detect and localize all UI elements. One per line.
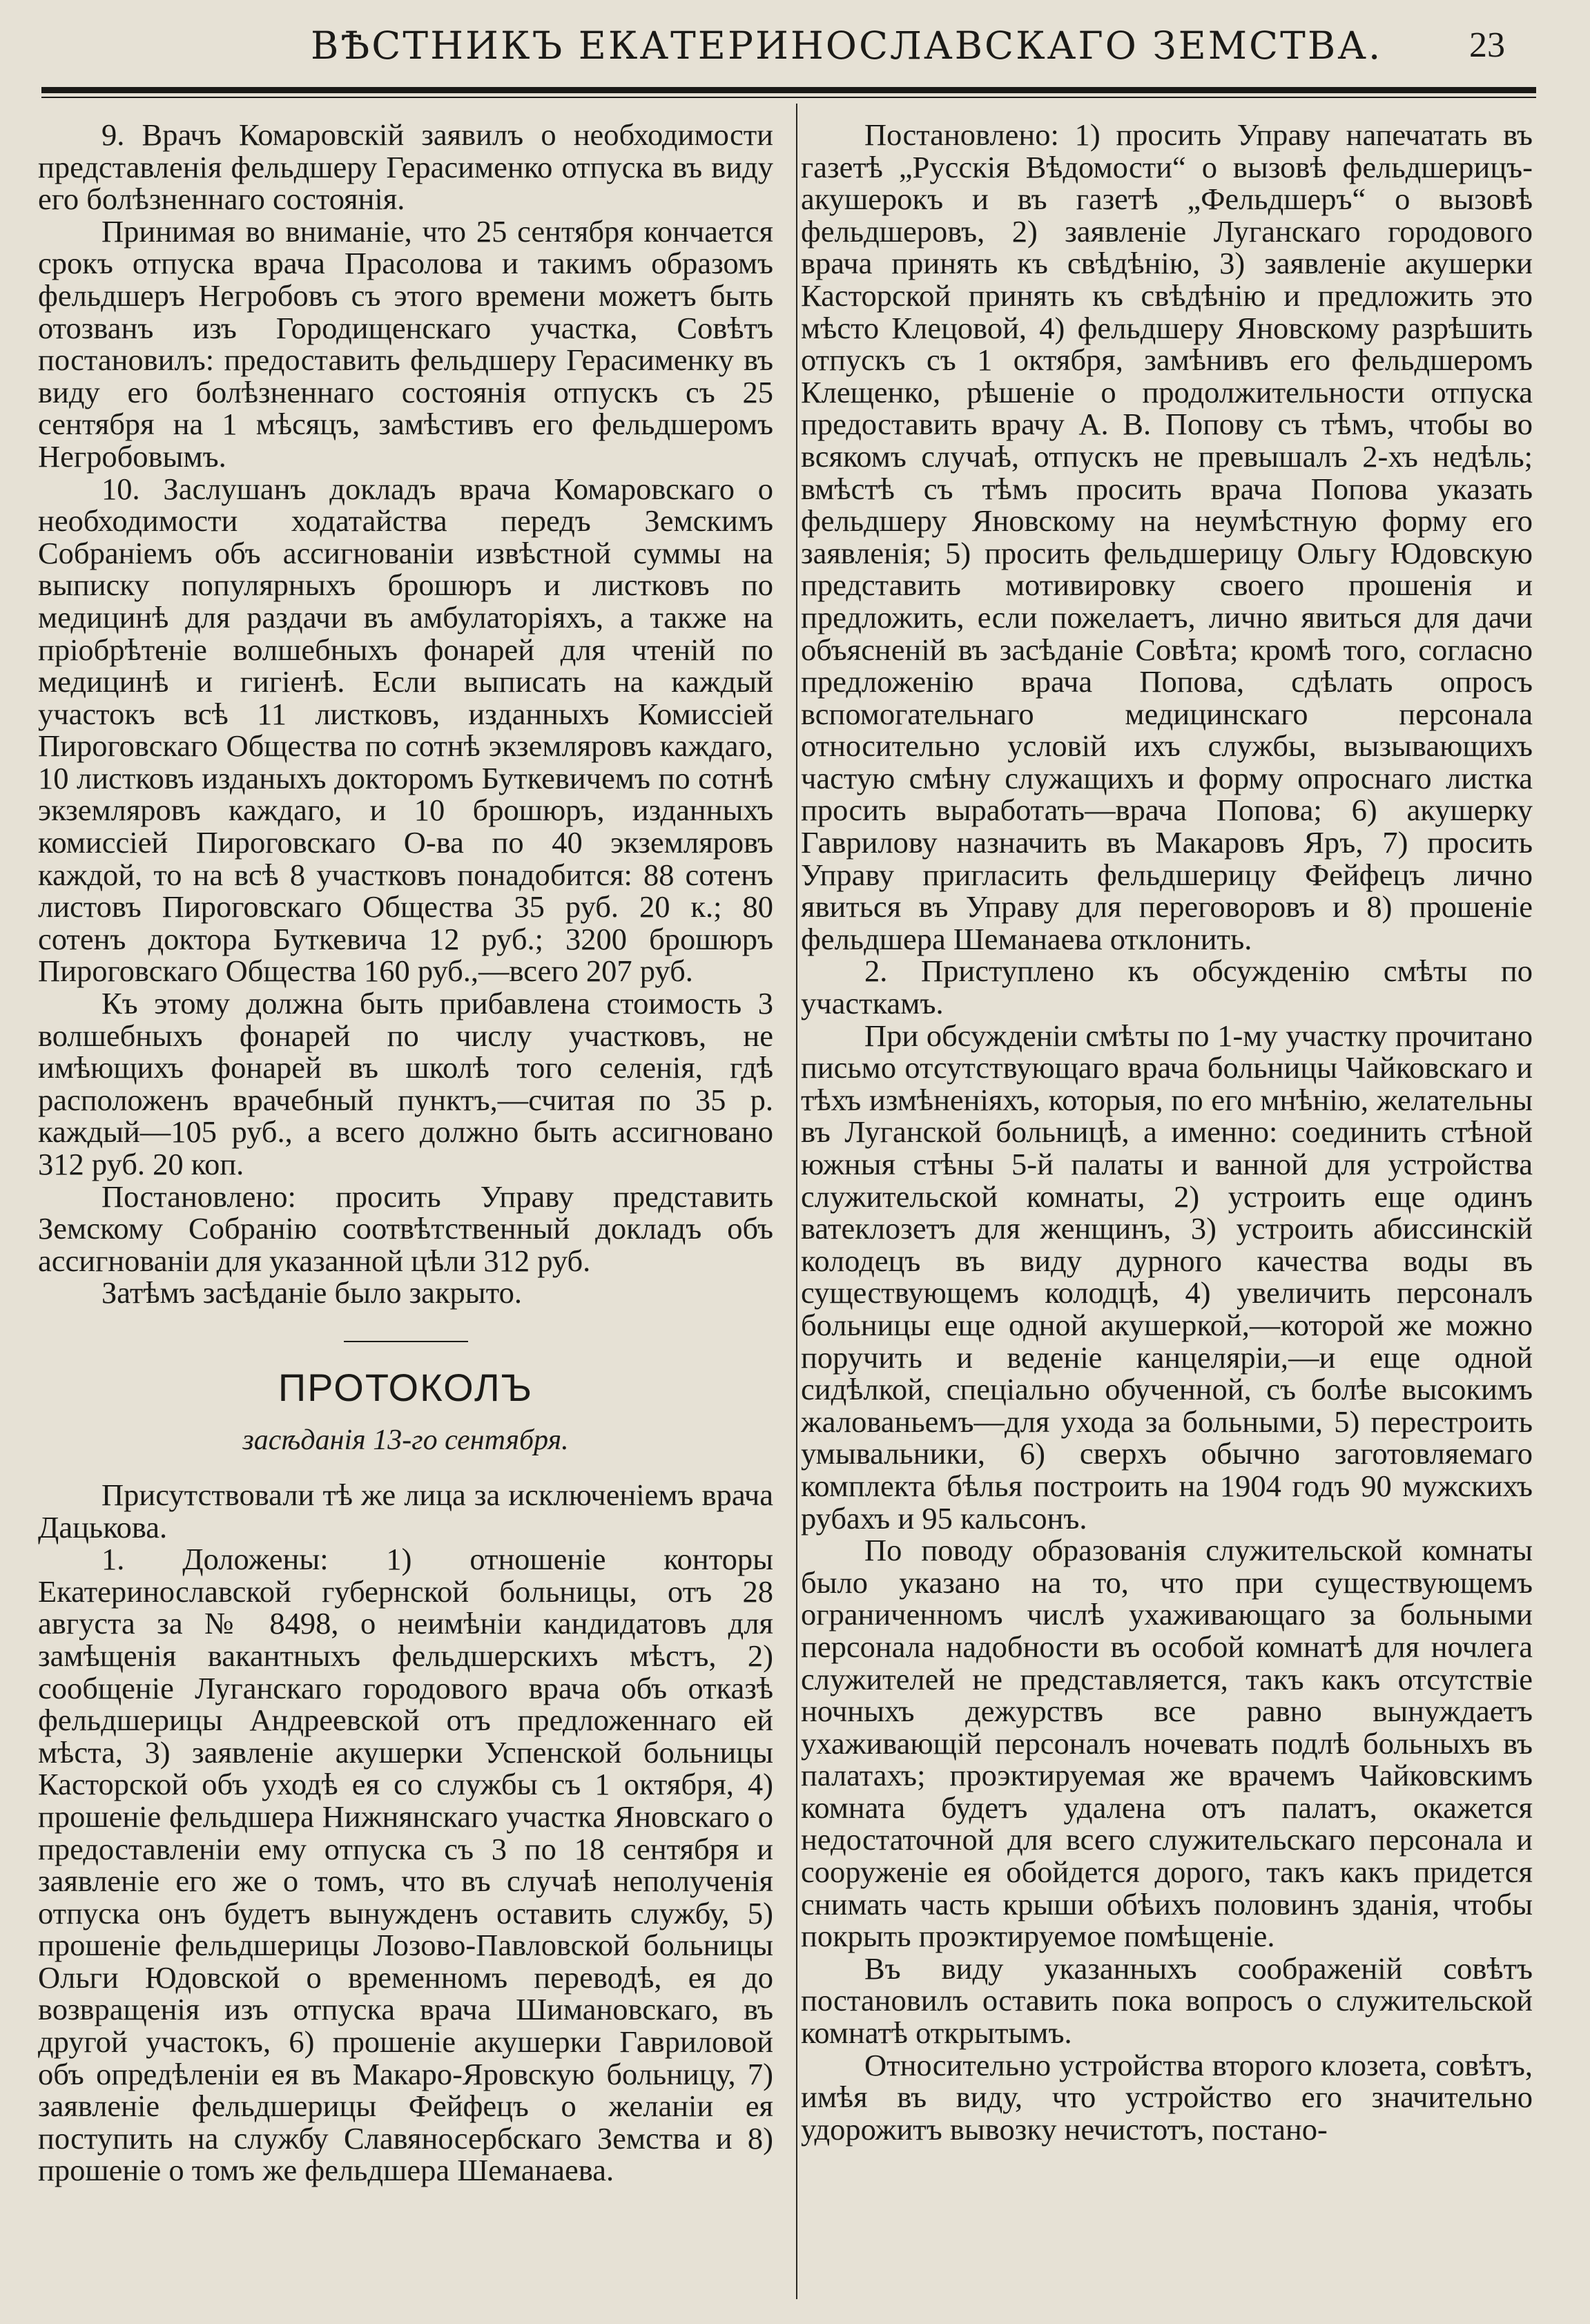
paragraph: Въ виду указанныхъ соображеній совѣтъ постановилъ оставить пока вопросъ о служительской комнатѣ открытымъ. [801,1950,1533,2051]
page-number: 23 [1469,26,1505,65]
paragraph: Къ этому должна быть прибавлена стоимость 3 волшебныхъ фонарей по числу участковъ, не имѣющихъ фонарей въ школѣ того селенія, гдѣ расположенъ врачебный пунктъ,—считая по 35 р. каждый—105 руб., а всего должно быть ассигновано 312 руб. 20 коп. [38,986,773,1181]
column-divider [796,104,797,2299]
journal-title: ВѢСТНИКЪ ЕКАТЕРИНОСЛАВСКАГО ЗЕМСТВА. [311,23,1383,68]
header-rule-thick [41,87,1536,93]
right-column [801,119,1533,2314]
paragraph: Присутствовали тѣ же лица за исключеніемъ врача Дацькова. [38,1477,773,1545]
header-rule-thin [41,97,1536,98]
section-divider [344,1341,468,1342]
left-column [38,119,773,2314]
paragraph: 10. Заслушанъ докладъ врача Комаровскаго о необходимости ходатайства передъ Земскимъ Собраніемъ объ ассигнованіи извѣстной суммы на выписку популярныхъ брошюръ и листковъ по медицинѣ для раздачи въ амбулаторіяхъ, а также на пріобрѣтеніе волшебныхъ фонарей для чтеній по медицинѣ и гигіенѣ. Если выписать на каждый участокъ всѣ 11 листковъ, изданныхъ Комиссіей Пироговскаго Общества по сотнѣ экземляровъ каждаго, 10 листковъ изданыхъ докторомъ Буткевичемъ по сотнѣ экземляровъ каждаго, и 10 брошюръ, изданныхъ комиссіей Пироговскаго О-ва по 40 экземляровъ каждой, то на всѣ 8 участковъ понадобится: 88 сотенъ листовъ Пироговскаго Общества 35 руб. 20 к.; 80 сотенъ доктора Буткевича 12 руб.; 3200 брошюръ Пироговскаго Общества 160 руб.,—всего 207 руб. [38,471,773,989]
paragraph: Затѣмъ засѣданіе было закрыто. [101,1275,522,1310]
protocol-title: ПРОТОКОЛЪ [278,1365,534,1409]
page-header [41,19,1533,73]
paragraph: Относительно устройства второго клозета, совѣтъ, имѣя въ виду, что устройство его значительно удорожитъ вывозку нечистотъ, постано- [801,2047,1533,2147]
paragraph: Постановлено: 1) просить Управу напечатать въ газетѣ „Русскія Вѣдомости“ о вызовѣ фельдшерицъ-акушерокъ и въ газетѣ „Фельдшеръ“ о вызовѣ фельдшеровъ, 2) заявленіе Луганскаго городового врача принять къ свѣдѣнію, 3) заявленіе акушерки Касторской принять къ свѣдѣнію и предложить это мѣсто Клецовой, 4) фельдшеру Яновскому разрѣшить отпускъ съ 1 октября, замѣнивъ его фельдшеромъ Клещенко, рѣшеніе о продолжительности отпуска предоставить врачу А. В. Попову съ тѣмъ, чтобы во всякомъ случаѣ, отпускъ не превышалъ 2-хъ недѣль; вмѣстѣ съ тѣмъ просить врача Попова указать фельдшеру Яновскому на неумѣстную форму его заявленія; 5) просить фельдшерицу Ольгу Юдовскую представить мотивировку своего прошенія и предложить, если пожелаетъ, лично явиться для дачи объясненій въ засѣданіе Совѣта; кромѣ того, согласно предложенію врача Попова, сдѣлать опросъ вспомогательнаго медицинскаго персонала относительно условій ихъ службы, вызывающихъ частую смѣну служащихъ и форму опроснаго листка просить выработать—врача Попова; 6) акушерку Гаврилову назначить въ Макаровъ Яръ, 7) просить Управу пригласить фельдшерицу Фейфецъ лично явиться въ Управу для переговоровъ и 8) прошеніе фельдшера Шеманаева отклонить. [801,119,1533,956]
paragraph: Принимая во вниманіе, что 25 сентября кончается срокъ отпуска врача Прасолова и такимъ образомъ фельдшеръ Негробовъ съ этого времени можетъ быть отозванъ изъ Городищенскаго участка, Совѣтъ постановилъ: предоставить фельдшеру Герасименку въ виду его болѣзненнаго состоянія отпускъ съ 25 сентября на 1 мѣсяцъ, замѣстивъ его фельдшеромъ Негробовымъ. [38,213,773,474]
paragraph: По поводу образованія служительской комнаты было указано на то, что при существующемъ ограниченномъ числѣ ухаживающаго за больными персонала надобности въ особой комнатѣ для ночлега служителей не представляется, такъ какъ отсутствіе ночныхъ дежурствъ все равно вынуждаетъ ухаживающій персоналъ ночевать подлѣ больныхъ въ палатахъ; проэктируемая же врачемъ Чайковскимъ комната будетъ удалена отъ палатъ, окажется недостаточной для всего служительскаго персонала и сооруженіе ея обойдется дорого, такъ какъ придется снимать часть крыши обѣихъ половинъ зданія, чтобы покрыть проэктируемое помѣщеніе. [801,1533,1533,1954]
paragraph: При обсужденіи смѣты по 1-му участку прочитано письмо отсутствующаго врача больницы Чайковскаго и тѣхъ измѣненіяхъ, которыя, по его мнѣнію, желательны въ Луганской больницѣ, а именно: соединить стѣной южныя стѣны 5-й палаты и ванной для устройства служительской комнаты, 2) устроить еще одинъ ватеклозетъ для женщинъ, 3) устроить абиссинскій колодецъ въ виду дурного качества воды въ существующемъ колодцѣ, 4) увеличить персоналъ больницы еще одной акушеркой,—которой же можно поручить и веденіе канцеляріи,—и еще одной сидѣлкой, спеціально обученной, съ болѣе высокимъ жалованьемъ—для ухода за больными, 5) перестроить умывальники, 6) сверхъ обычно заготовляемаго комплекта бѣлья построить на 1904 годъ 90 мужскихъ рубахъ и 95 кальсонъ. [801,1018,1533,1536]
paragraph: 2. Приступлено къ обсужденію смѣты по участкамъ. [801,953,1533,1021]
paragraph: 1. Доложены: 1) отношеніе конторы Екатеринославской губернской больницы, отъ 28 августа за № 8498, о неимѣніи кандидатовъ для замѣщенія вакантныхъ фельдшерскихъ мѣстъ, 2) сообщеніе Луганскаго городового врача объ отказѣ фельдшерицы Андреевской отъ предложеннаго ей мѣста, 3) заявленіе акушерки Успенской больницы Касторской объ уходѣ ея со службы съ 1 октября, 4) прошеніе фельдшера Нижнянскаго участка Яновскаго о предоставленіи ему отпуска съ 3 по 18 сентября и заявленіе его же о томъ, что въ случаѣ неполученія отпуска онъ будетъ вынужденъ оставить службу, 5) прошеніе фельдшерицы Лозово-Павловской больницы Ольги Юдовской о временномъ переводѣ, ея до возвращенія изъ отпуска врача Шимановскаго, въ другой участокъ, 6) прошеніе акушерки Гавриловой объ опредѣленіи ея въ Макаро-Яровскую больницу, 7) заявленіе фельдшерицы Фейфецъ о желаніи ея поступить на службу Славяносербскаго Земства и 8) прошеніе о томъ же фельдшера Шеманаева. [38,1542,773,2188]
paragraph: 9. Врачъ Комаровскій заявилъ о необходимости представленія фельдшеру Герасименко отпуска въ виду его болѣзненнаго состоянія. [38,119,773,217]
paragraph: Постановлено: просить Управу представить Земскому Собранію соотвѣтственный докладъ объ ассигнованіи для указанной цѣли 312 руб. [38,1179,773,1278]
protocol-subtitle: засѣданія 13-го сентября. [242,1424,569,1456]
